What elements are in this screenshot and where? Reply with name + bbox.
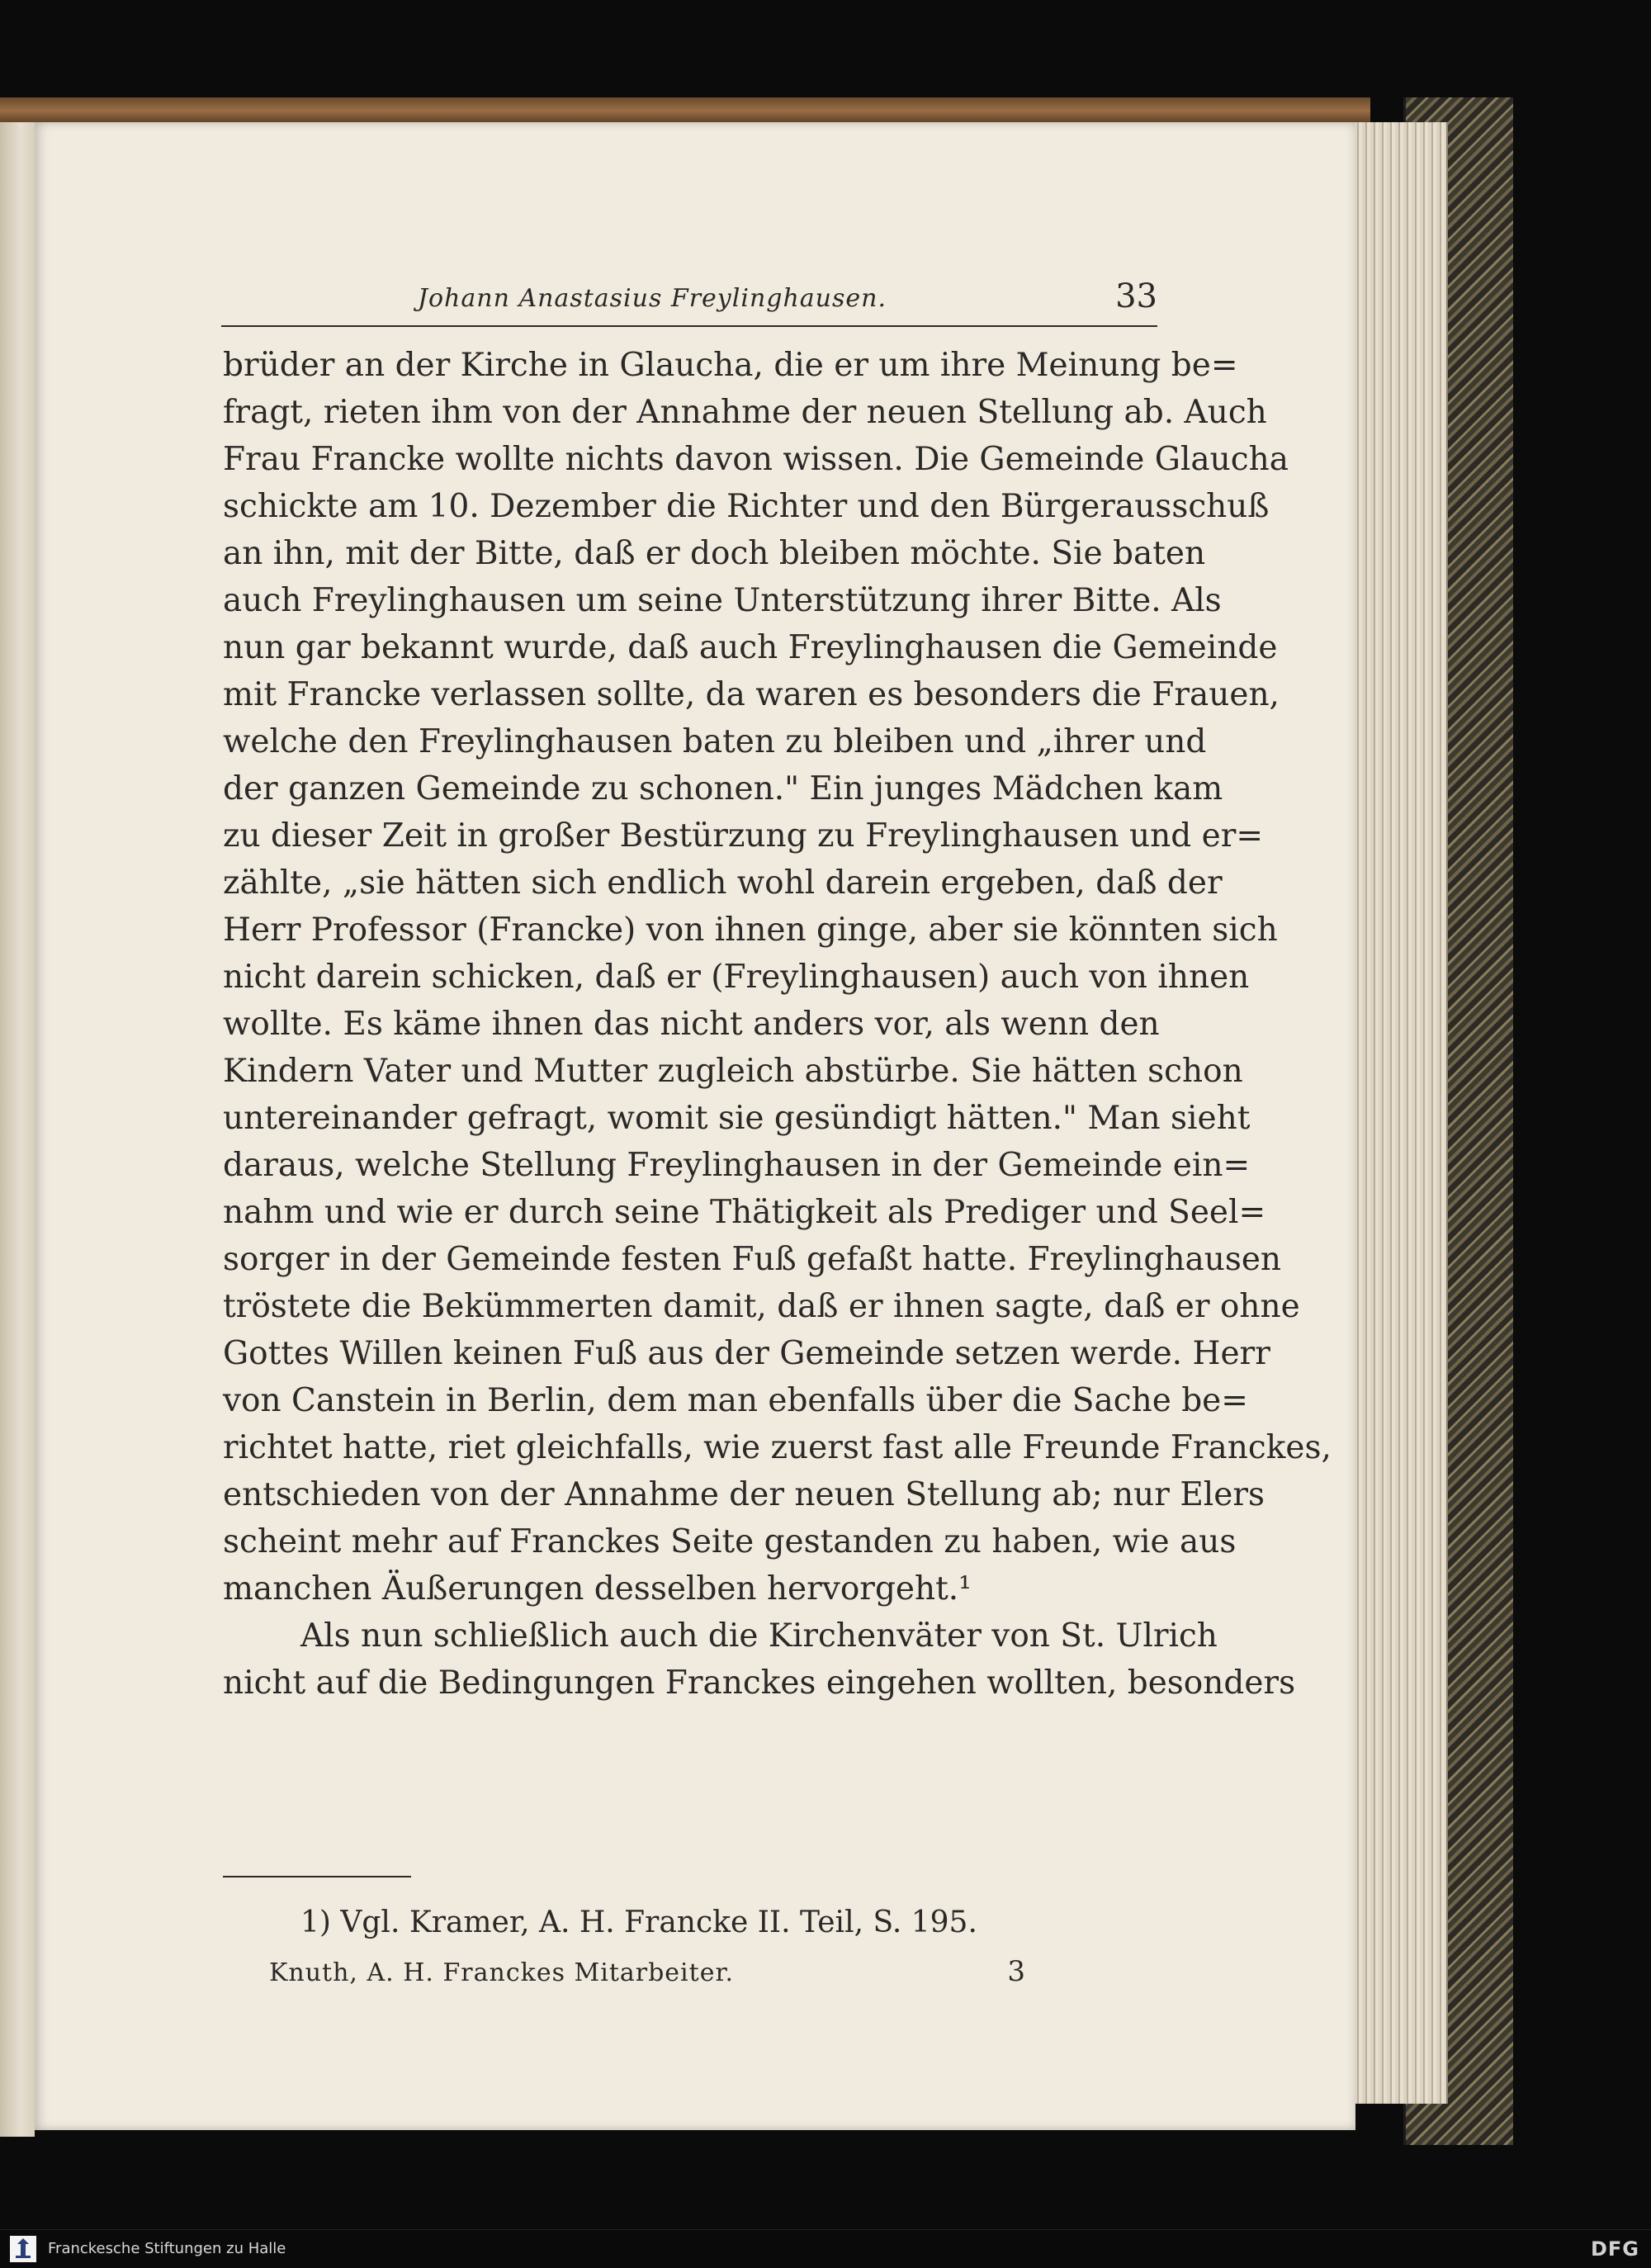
footnote: 1) Vgl. Kramer, A. H. Francke II. Teil, S. 195. — [300, 1906, 977, 1939]
text-line: wollte. Es käme ihnen das nicht anders vor, als wenn den — [223, 1006, 1160, 1043]
footnote-rule — [223, 1876, 411, 1877]
text-line: nicht darein schicken, daß er (Freylinghausen) auch von ihnen — [223, 959, 1250, 996]
page-number: 33 — [1115, 277, 1157, 315]
text-line: Kindern Vater und Mutter zugleich abstürbe. Sie hätten schon — [223, 1053, 1243, 1090]
text-line: tröstete die Bekümmerten damit, daß er ihnen sagte, daß er ohne — [223, 1288, 1300, 1325]
left-page-edge — [0, 122, 35, 2137]
viewer-footer — [0, 2229, 1651, 2268]
dfg-badge: DFG — [1590, 2237, 1639, 2261]
text-line: der ganzen Gemeinde zu schonen." Ein junges Mädchen kam — [223, 770, 1223, 807]
text-line: daraus, welche Stellung Freylinghausen in der Gemeinde ein= — [223, 1147, 1251, 1184]
text-line: schickte am 10. Dezember die Richter und den Bürgerausschuß — [223, 488, 1270, 525]
signature-line — [269, 1953, 1025, 1990]
text-line: zu dieser Zeit in großer Bestürzung zu Freylinghausen und er= — [223, 817, 1264, 855]
text-line: Frau Francke wollte nichts davon wissen. Die Gemeinde Glaucha — [223, 441, 1289, 478]
text-line: manchen Äußerungen desselben hervorgeht.¹ — [223, 1570, 972, 1607]
text-line: auch Freylinghausen um seine Unterstützung ihrer Bitte. Als — [223, 582, 1222, 619]
text-line: Herr Professor (Francke) von ihnen ginge, aber sie könnten sich — [223, 911, 1278, 949]
text-line: sorger in der Gemeinde festen Fuß gefaßt hatte. Freylinghausen — [223, 1241, 1282, 1278]
text-line: brüder an der Kirche in Glaucha, die er um ihre Meinung be= — [223, 347, 1238, 384]
text-line: zählte, „sie hätten sich endlich wohl darein ergeben, daß der — [223, 864, 1223, 902]
running-head — [221, 276, 1157, 327]
institution-logo-icon — [10, 2236, 36, 2262]
text-line: nicht auf die Bedingungen Franckes eingehen wollten, besonders — [223, 1664, 1296, 1702]
signature-mark: 3 — [1007, 1955, 1025, 1988]
text-line: untereinander gefragt, womit sie gesündigt hätten." Man sieht — [223, 1100, 1251, 1137]
text-line: nun gar bekannt wurde, daß auch Freylinghausen die Gemeinde — [223, 629, 1278, 666]
institution-name: Franckesche Stiftungen zu Halle — [48, 2240, 286, 2257]
page-stack-edges — [1346, 122, 1448, 2104]
text-line: mit Francke verlassen sollte, da waren es besonders die Frauen, — [223, 676, 1280, 713]
body-text — [223, 342, 1332, 1707]
text-line: scheint mehr auf Franckes Seite gestanden zu haben, wie aus — [223, 1523, 1237, 1560]
text-line: Gottes Willen keinen Fuß aus der Gemeinde setzen werde. Herr — [223, 1335, 1270, 1372]
text-line: von Canstein in Berlin, dem man ebenfalls über die Sache be= — [223, 1382, 1248, 1419]
text-line: nahm und wie er durch seine Thätigkeit als Prediger und Seel= — [223, 1194, 1266, 1231]
text-line: Als nun schließlich auch die Kirchenväter von St. Ulrich — [300, 1617, 1218, 1655]
book-cover-top-edge — [0, 97, 1370, 124]
book-page — [35, 122, 1355, 2130]
text-line: an ihn, mit der Bitte, daß er doch bleiben möchte. Sie baten — [223, 535, 1206, 572]
signature-text: Knuth, A. H. Franckes Mitarbeiter. — [269, 1958, 735, 1987]
text-line: fragt, rieten ihm von der Annahme der neuen Stellung ab. Auch — [223, 394, 1267, 431]
text-line: entschieden von der Annahme der neuen Stellung ab; nur Elers — [223, 1476, 1265, 1513]
text-line: richtet hatte, riet gleichfalls, wie zuerst fast alle Freunde Franckes, — [223, 1429, 1332, 1466]
running-title: Johann Anastasius Freylinghausen. — [417, 284, 887, 313]
text-line: welche den Freylinghausen baten zu bleiben und „ihrer und — [223, 723, 1207, 760]
